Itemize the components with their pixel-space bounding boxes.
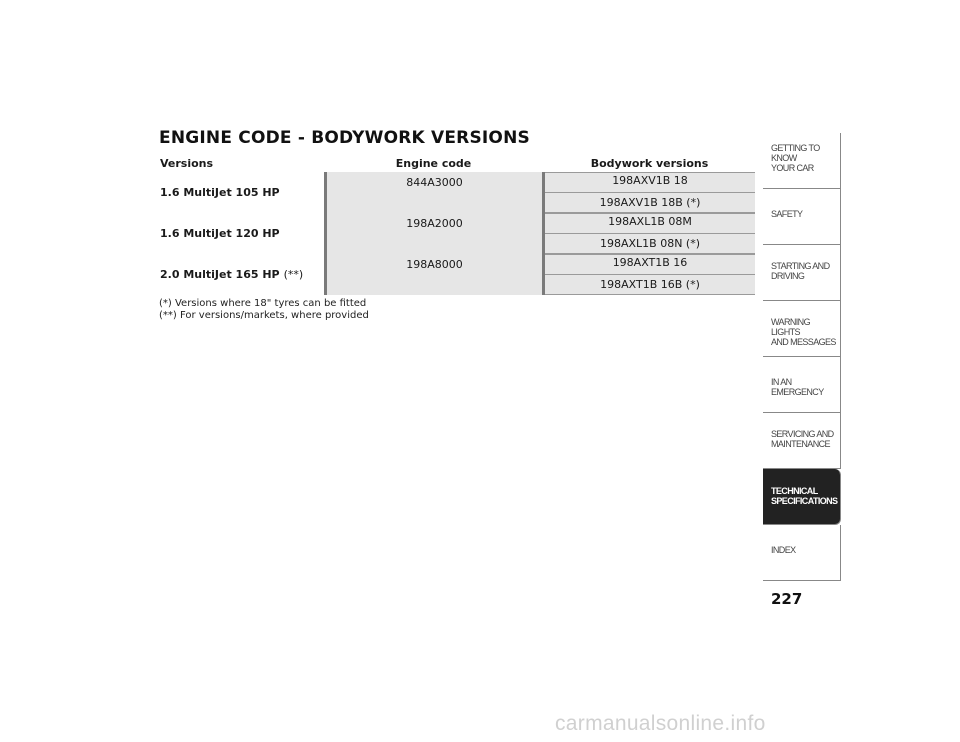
table-row <box>159 172 755 213</box>
footnote: (*) Versions where 18" tyres can be fitted <box>159 298 367 309</box>
bodywork-version: 198AXV1B 18B (*) <box>545 193 755 213</box>
tab-getting-to-know-your-car[interactable]: GETTING TO KNOW YOUR CAR <box>763 133 841 189</box>
tab-warning-lights-and-messages[interactable]: WARNING LIGHTS AND MESSAGES <box>763 301 841 357</box>
footnote: (**) For versions/markets, where provided <box>159 310 369 321</box>
bodywork-version: 198AXT1B 16B (*) <box>545 275 755 295</box>
version-cell <box>159 254 324 295</box>
page-title: ENGINE CODE - BODYWORK VERSIONS <box>159 128 530 148</box>
tab-safety[interactable]: SAFETY <box>763 189 841 245</box>
watermark: carmanualsonline.info <box>555 712 766 735</box>
version-cell <box>159 172 324 213</box>
page-number: 227 <box>771 590 803 608</box>
engine-code-cell: 198A8000 <box>324 254 542 295</box>
tab-starting-and-driving[interactable]: STARTING AND DRIVING <box>763 245 841 301</box>
version-cell <box>159 213 324 254</box>
tab-index[interactable]: INDEX <box>763 525 841 581</box>
engine-code-cell: 844A3000 <box>324 172 542 213</box>
bodywork-version: 198AXT1B 16 <box>545 254 755 275</box>
engine-code-cell: 198A2000 <box>324 213 542 254</box>
bodywork-version: 198AXL1B 08M <box>545 213 755 234</box>
engine-code-table <box>159 154 755 295</box>
table-row <box>159 254 755 295</box>
version-name: 1.6 MultiJet 120 HP <box>160 227 280 240</box>
footnotes <box>159 298 369 322</box>
header-engine-code: Engine code <box>395 157 472 170</box>
header-versions: Versions <box>160 157 214 170</box>
chapter-tabs <box>763 133 841 581</box>
bodywork-version: 198AXL1B 08N (*) <box>545 234 755 254</box>
bodywork-version: 198AXV1B 18 <box>545 172 755 193</box>
bodywork-cell <box>542 254 755 295</box>
bodywork-cell <box>542 172 755 213</box>
table-row <box>159 213 755 254</box>
table-header <box>159 154 755 172</box>
tab-in-an-emergency[interactable]: IN AN EMERGENCY <box>763 357 841 413</box>
tab-servicing-and-maintenance[interactable]: SERVICING AND MAINTENANCE <box>763 413 841 469</box>
version-note: (**) <box>283 268 304 281</box>
version-name: 2.0 MultiJet 165 HP <box>160 268 280 281</box>
bodywork-cell <box>542 213 755 254</box>
version-name: 1.6 MultiJet 105 HP <box>160 186 280 199</box>
header-bodywork-versions: Bodywork versions <box>590 157 709 170</box>
tab-technical-specifications[interactable]: TECHNICAL SPECIFICATIONS <box>763 469 841 525</box>
